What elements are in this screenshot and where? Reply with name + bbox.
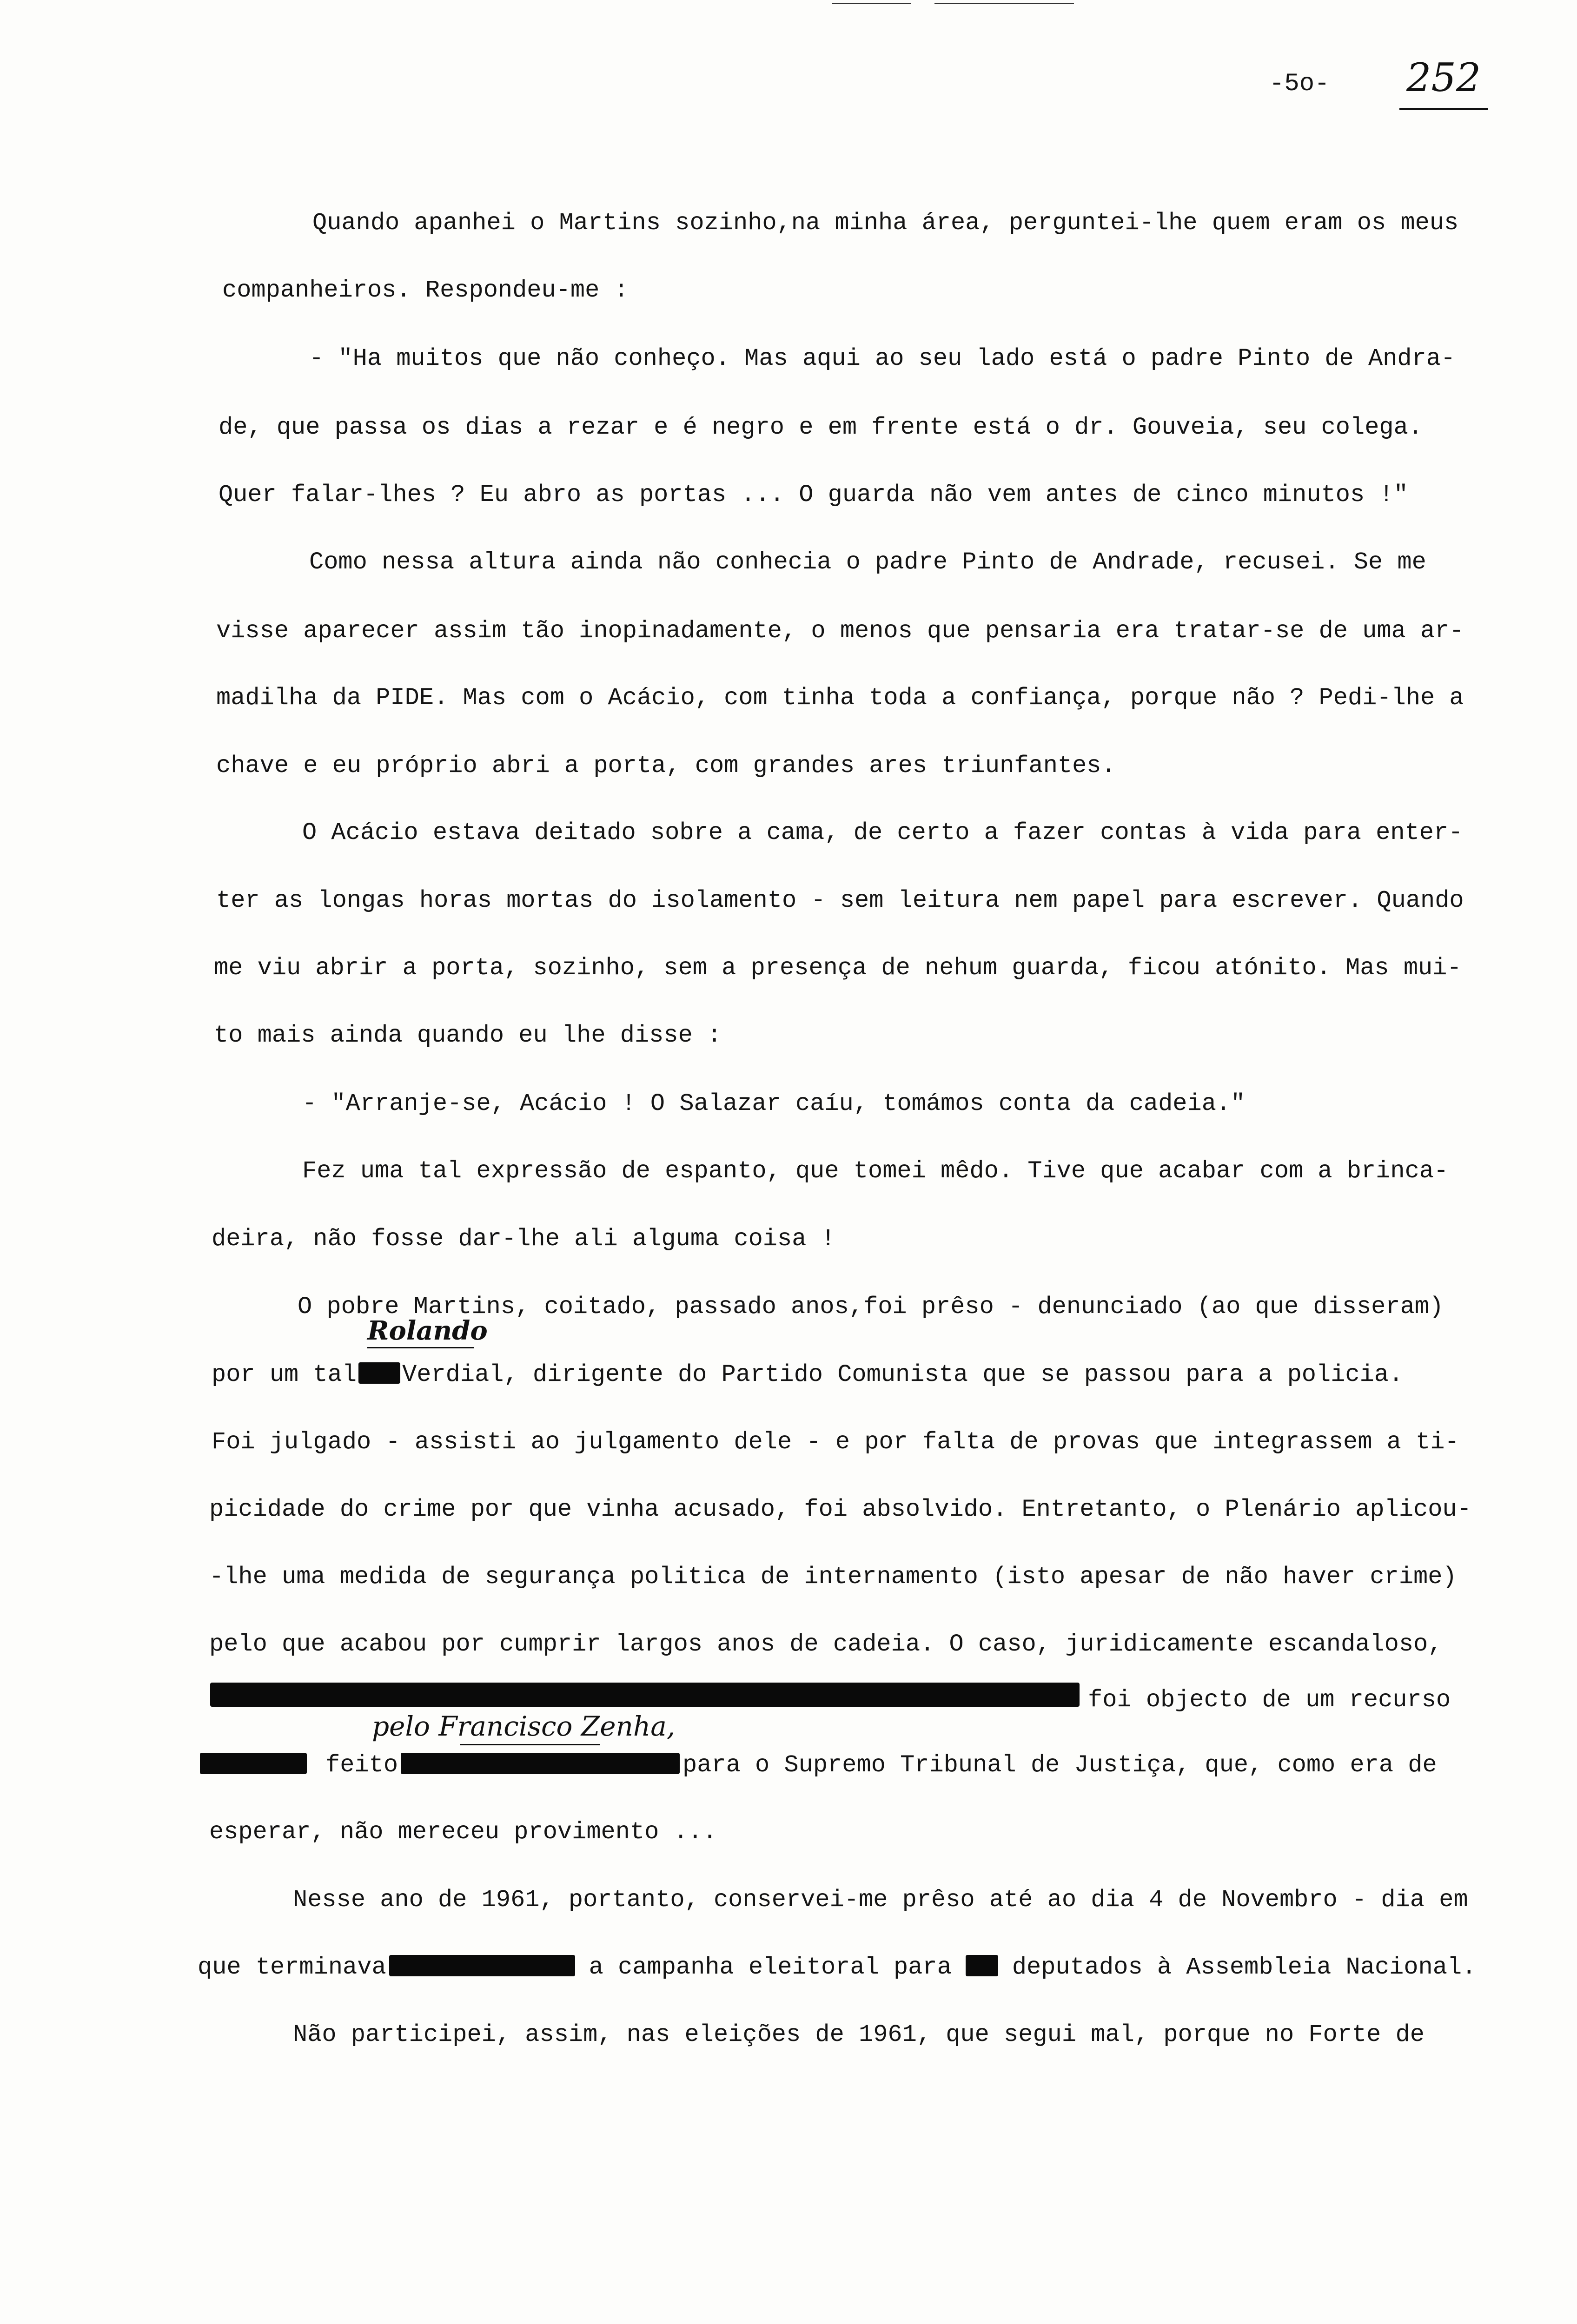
text-line: visse aparecer assim tão inopinadamente, o menos que pensaria era tratar-se de uma ar- — [216, 617, 1464, 645]
text-line: O pobre Martins, coitado, passado anos,foi prêso - denunciado (ao que disseram) — [298, 1293, 1444, 1320]
text-segment: deputados à Assembleia Nacional. — [1012, 1954, 1477, 1981]
text-line: esperar, não mereceu provimento ... — [209, 1818, 717, 1846]
text-line: O Acácio estava deitado sobre a cama, de certo a fazer contas à vida para enter- — [302, 819, 1463, 846]
handwritten-underline — [460, 1744, 600, 1745]
redaction-bar — [210, 1683, 1080, 1707]
text-line: chave e eu próprio abri a porta, com grandes ares triunfantes. — [216, 752, 1116, 779]
text-segment: Verdial, dirigente do Partido Comunista que se passou para a policia. — [402, 1361, 1404, 1388]
text-line: - "Arranje-se, Acácio ! O Salazar caíu, tomámos conta da cadeia." — [302, 1090, 1246, 1117]
text-segment: feito — [325, 1751, 398, 1779]
handwritten-note-pelo-francisco-zenha: pelo Francisco Zenha, — [372, 1710, 676, 1742]
text-line: Nesse ano de 1961, portanto, conservei-me prêso até ao dia 4 de Novembro - dia em — [293, 1886, 1468, 1914]
handwritten-underline — [367, 1347, 474, 1348]
text-line: Quando apanhei o Martins sozinho,na minha área, perguntei-lhe quem eram os meus — [312, 209, 1459, 237]
redaction-bar — [358, 1362, 400, 1384]
text-line: me viu abrir a porta, sozinho, sem a presença de nehum guarda, ficou atónito. Mas mui- — [214, 954, 1462, 982]
top-edge-mark — [832, 3, 911, 4]
text-segment: por um tal — [212, 1361, 357, 1388]
redaction-bar — [966, 1955, 998, 1976]
text-line: picidade do crime por que vinha acusado, foi absolvido. Entretanto, o Plenário aplicou- — [209, 1496, 1471, 1523]
text-line: madilha da PIDE. Mas com o Acácio, com tinha toda a confiança, porque não ? Pedi-lhe a — [216, 684, 1464, 712]
text-segment: para o Supremo Tribunal de Justiça, que, como era de — [682, 1751, 1437, 1779]
text-line: foi objecto de um recurso — [1088, 1686, 1451, 1714]
text-line: ter as longas horas mortas do isolamento - sem leitura nem papel para escrever. Quando — [216, 887, 1464, 914]
text-segment: que terminava — [198, 1954, 386, 1981]
text-line — [212, 1361, 1403, 1388]
text-line: companheiros. Respondeu-me : — [222, 277, 629, 304]
redaction-bar — [401, 1753, 680, 1774]
text-line: deira, não fosse dar-lhe ali alguma coisa ! — [212, 1225, 835, 1253]
handwritten-note-rolando: Rolando — [367, 1315, 488, 1346]
text-line: pelo que acabou por cumprir largos anos de cadeia. O caso, juridicamente escandaloso, — [209, 1631, 1443, 1658]
redaction-bar — [200, 1753, 307, 1774]
text-line: Fez uma tal expressão de espanto, que tomei mêdo. Tive que acabar com a brinca- — [302, 1157, 1449, 1185]
text-line: Não participei, assim, nas eleições de 1961, que segui mal, porque no Forte de — [293, 2021, 1425, 2048]
text-line: Foi julgado - assisti ao julgamento dele - e por falta de provas que integrassem a ti- — [212, 1428, 1459, 1456]
top-edge-mark — [934, 3, 1074, 4]
text-line: - "Ha muitos que não conheço. Mas aqui ao seu lado está o padre Pinto de Andra- — [309, 345, 1456, 372]
redaction-bar — [389, 1955, 575, 1976]
text-line: Quer falar-lhes ? Eu abro as portas ... O guarda não vem antes de cinco minutos !" — [219, 481, 1408, 508]
archive-page-number: 252 — [1406, 55, 1481, 100]
archive-number-underline — [1399, 108, 1488, 110]
text-line: Como nessa altura ainda não conhecia o padre Pinto de Andrade, recusei. Se me — [309, 548, 1426, 576]
text-line: to mais ainda quando eu lhe disse : — [214, 1022, 722, 1049]
text-line: de, que passa os dias a rezar e é negro e em frente está o dr. Gouveia, seu colega. — [219, 414, 1423, 441]
text-line: -lhe uma medida de segurança politica de internamento (isto apesar de não haver crime) — [209, 1563, 1457, 1591]
page-number: -5o- — [1269, 70, 1330, 98]
text-segment: a campanha eleitoral para — [589, 1954, 952, 1981]
text-line — [200, 1751, 1437, 1779]
text-line — [198, 1954, 1476, 1981]
